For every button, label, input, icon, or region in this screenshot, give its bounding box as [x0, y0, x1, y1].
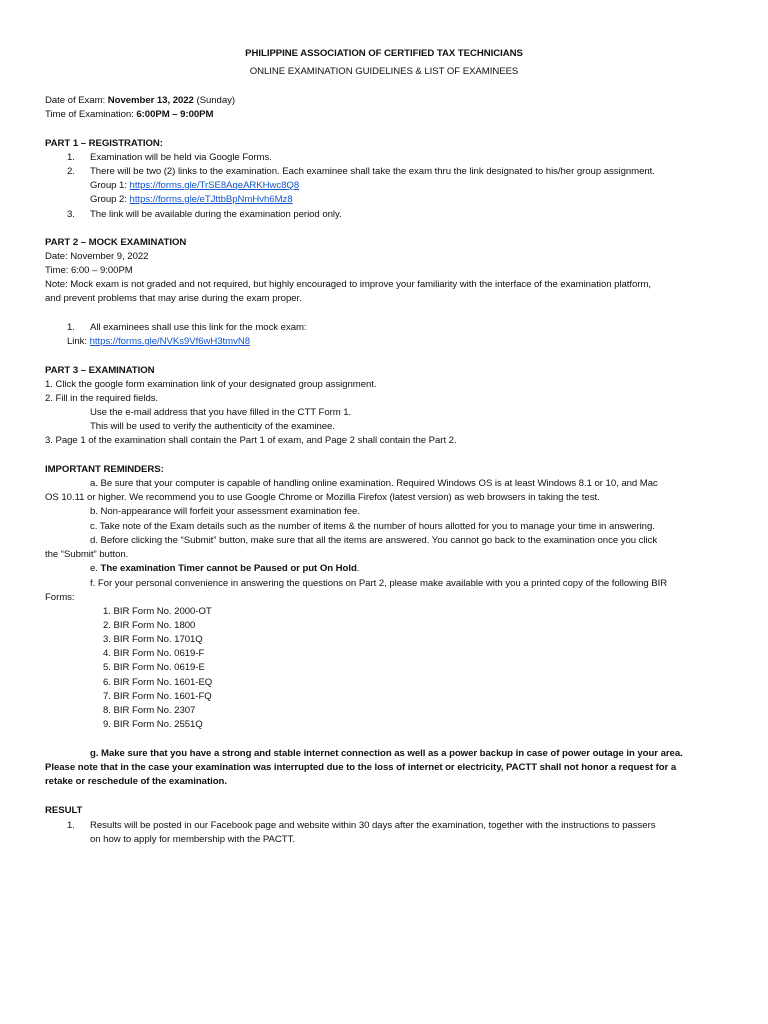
part1-heading: PART 1 – REGISTRATION:: [45, 138, 163, 149]
doc-subtitle: ONLINE EXAMINATION GUIDELINES & LIST OF EXAMINEES: [249, 66, 519, 77]
reminder-d-line-2: the “Submit” button.: [45, 549, 129, 560]
mock-note-line-1: Note: Mock exam is not graded and not required, but highly encouraged to improve your familiarity with the interface of the examination platform,: [45, 279, 652, 290]
part3-heading: PART 3 – EXAMINATION: [45, 365, 155, 376]
result-item-num: 1.: [67, 820, 75, 831]
reminder-e: e. The examination Timer cannot be Paused or put On Hold.: [90, 563, 360, 574]
part3-line-2: 2. Fill in the required fields.: [45, 393, 159, 404]
reminder-a-line-2: OS 10.11 or higher. We recommend you to use Google Chrome or Mozilla Firefox (latest version) as web browsers in taking the test.: [45, 492, 600, 503]
reminder-g-line-3: retake or reschedule of the examination.: [45, 776, 227, 787]
result-line-2: on how to apply for membership with the PACTT.: [90, 834, 295, 845]
group1-link[interactable]: https://forms.gle/TrSE8AqeARKHwc8Q8: [129, 180, 300, 191]
bir-form-item: 6. BIR Form No. 1601-EQ: [103, 677, 213, 688]
mock-item: All examinees shall use this link for the mock exam:: [90, 322, 307, 333]
mock-date: Date: November 9, 2022: [45, 251, 149, 262]
mock-time: Time: 6:00 – 9:00PM: [45, 265, 133, 276]
bir-form-item: 1. BIR Form No. 2000-OT: [103, 606, 212, 617]
part3-line-5: 3. Page 1 of the examination shall contain the Part 1 of exam, and Page 2 shall contain the Part 2.: [45, 435, 457, 446]
part3-line-1: 1. Click the google form examination link of your designated group assignment.: [45, 379, 377, 390]
group1-line: Group 1: https://forms.gle/TrSE8AqeARKHwc8Q8: [90, 180, 300, 191]
bir-form-item: 3. BIR Form No. 1701Q: [103, 634, 203, 645]
mock-exam-link[interactable]: https://forms.gle/NVKs9Vf6wH3tmvN8: [89, 336, 251, 347]
reminder-b: b. Non-appearance will forfeit your assessment examination fee.: [90, 506, 360, 517]
group2-line: Group 2: https://forms.gle/eTJttbBpNmHvh6Mz8: [90, 194, 293, 205]
part1-item-2: There will be two (2) links to the examination. Each examinee shall take the exam thru the link designated to his/her group assignment.: [90, 166, 655, 177]
part3-line-3: Use the e-mail address that you have filled in the CTT Form 1.: [90, 407, 352, 418]
reminder-d-line-1: d. Before clicking the “Submit” button, make sure that all the items are answered. You cannot go back to the examination once you click: [90, 535, 658, 546]
reminder-g-line-1: g. Make sure that you have a strong and stable internet connection as well as a power backup in case of power outage in your area.: [90, 748, 683, 759]
part1-item-1: Examination will be held via Google Forms.: [90, 152, 272, 163]
bir-form-item: 4. BIR Form No. 0619-F: [103, 648, 205, 659]
reminder-f-line-1: f. For your personal convenience in answering the questions on Part 2, please make available with you a printed copy of the following BIR: [90, 578, 668, 589]
reminder-a-line-1: a. Be sure that your computer is capable of handling online examination. Required Windows OS is at least Windows 8.1 or 10, and Mac: [90, 478, 658, 489]
reminder-g-line-2: Please note that in the case your examination was interrupted due to the loss of internet or electricity, PACTT shall not honor a request for a: [45, 762, 677, 773]
bir-form-item: 8. BIR Form No. 2307: [103, 705, 196, 716]
mock-note-line-2: and prevent problems that may arise during the exam proper.: [45, 293, 302, 304]
reminder-f-line-2: Forms:: [45, 592, 75, 603]
part1-item-3: The link will be available during the examination period only.: [90, 209, 342, 220]
reminders-heading: IMPORTANT REMINDERS:: [45, 464, 164, 475]
mock-item-num: 1.: [67, 322, 75, 333]
result-line-1: Results will be posted in our Facebook page and website within 30 days after the examination, together with the instructions to passers: [90, 820, 656, 831]
part1-item-3-num: 3.: [67, 209, 75, 220]
part1-item-1-num: 1.: [67, 152, 75, 163]
part1-item-2-num: 2.: [67, 166, 75, 177]
bir-form-item: 9. BIR Form No. 2551Q: [103, 719, 203, 730]
mock-link-line: Link: https://forms.gle/NVKs9Vf6wH3tmvN8: [67, 336, 251, 347]
org-title: PHILIPPINE ASSOCIATION OF CERTIFIED TAX TECHNICIANS: [245, 48, 523, 59]
bir-form-item: 5. BIR Form No. 0619-E: [103, 662, 205, 673]
bir-form-item: 7. BIR Form No. 1601-FQ: [103, 691, 212, 702]
group2-link[interactable]: https://forms.gle/eTJttbBpNmHvh6Mz8: [129, 194, 293, 205]
reminder-c: c. Take note of the Exam details such as the number of items & the number of hours allotted for you to manage your time in answering.: [90, 521, 655, 532]
part2-heading: PART 2 – MOCK EXAMINATION: [45, 237, 187, 248]
bir-form-item: 2. BIR Form No. 1800: [103, 620, 196, 631]
result-heading: RESULT: [45, 805, 83, 816]
part3-line-4: This will be used to verify the authenticity of the examinee.: [90, 421, 335, 432]
exam-date: Date of Exam: November 13, 2022 (Sunday): [45, 95, 236, 106]
exam-time: Time of Examination: 6:00PM – 9:00PM: [45, 109, 214, 120]
